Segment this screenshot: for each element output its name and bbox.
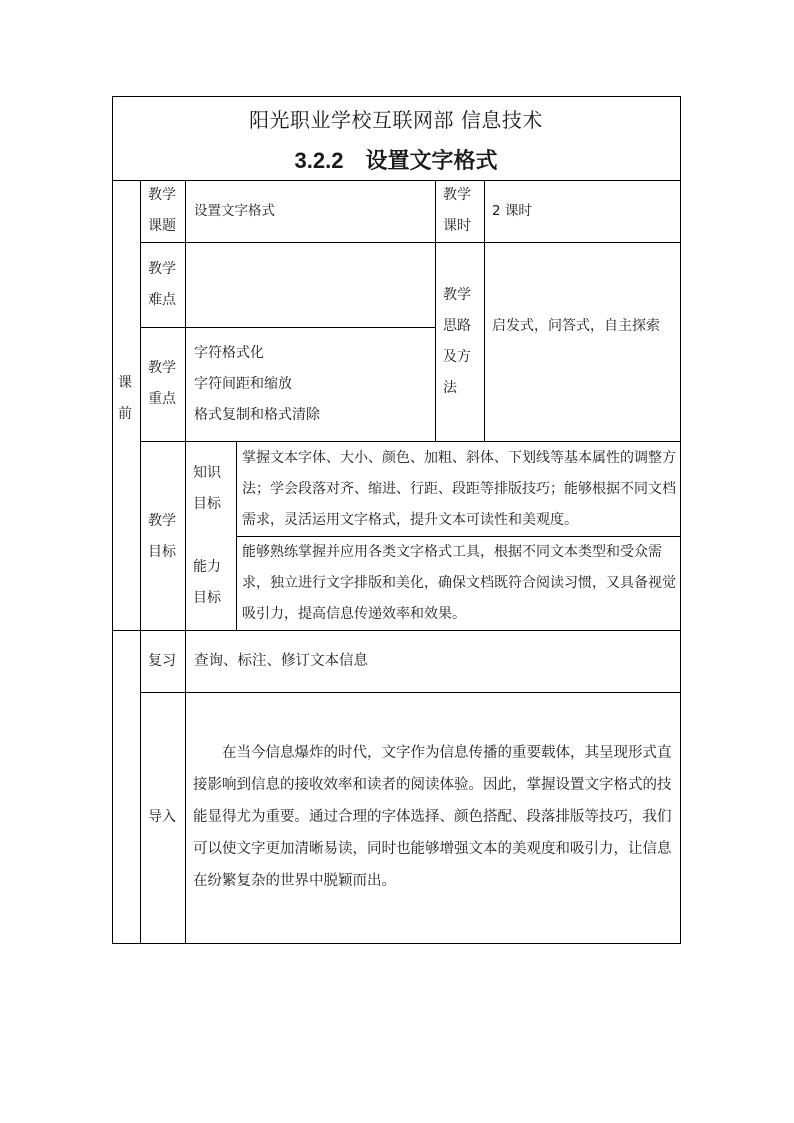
difficulty-label: 教学 难点 xyxy=(148,261,176,308)
hours-value: 2 课时 xyxy=(492,203,532,219)
rule-under-pre-class xyxy=(112,630,681,631)
rule-topic-right xyxy=(435,180,436,442)
table-border-bottom xyxy=(112,943,681,944)
key-point-item: 字符格式化 xyxy=(194,345,264,361)
lesson-title-text: 设置文字格式 xyxy=(365,149,498,174)
table-border-right xyxy=(680,96,681,944)
school-header: 阳光职业学校互联网部 信息技术 xyxy=(249,108,543,132)
key-point-item: 字符间距和缩放 xyxy=(194,376,292,392)
table-border-top xyxy=(112,96,681,97)
lesson-number: 3.2.2 xyxy=(294,148,344,173)
objectives-label: 教学 目标 xyxy=(148,513,176,560)
rule-hours-label-right xyxy=(484,180,485,442)
table-border-left xyxy=(112,96,113,944)
topic-label: 教学 课题 xyxy=(148,187,176,234)
intro-paragraph: 在当今信息爆炸的时代，文字作为信息传播的重要载体，其呈现形式直接影响到信息的接收效率和读者的阅读体验。因此，掌握设置文字格式的技能显得尤为重要。通过合理的字体选择、颜色搭配、段落排版等技巧，我们可以使文字更加清晰易读，同时也能够增强文本的美观度和吸引力，让信息在纷繁复杂的世界中脱颖而出。 xyxy=(193,745,672,889)
key-points-list xyxy=(194,338,320,431)
rule-section-col xyxy=(140,180,141,944)
ability-label: 能力 目标 xyxy=(193,559,221,606)
topic-value: 设置文字格式 xyxy=(194,203,275,219)
rule-under-key-points xyxy=(140,441,681,442)
hours-label: 教学 课时 xyxy=(443,187,471,234)
method-value: 启发式，问答式，自主探索 xyxy=(492,318,660,334)
review-text: 查询、标注、修订文本信息 xyxy=(194,653,368,669)
rule-label-col xyxy=(185,180,186,944)
rule-under-title xyxy=(112,180,681,181)
rule-objective-sub-col xyxy=(236,441,237,631)
key-points-label: 教学 重点 xyxy=(148,360,176,407)
intro-label: 导入 xyxy=(148,809,176,825)
rule-under-topic xyxy=(140,242,681,243)
knowledge-label: 知识 目标 xyxy=(193,465,221,512)
knowledge-objective-text: 掌握文本字体、大小、颜色、加粗、斜体、下划线等基本属性的调整方法；学会段落对齐、缩进、行距、段距等排版技巧；能够根据不同文档需求，灵活运用文字格式，提升文本可读性和美观度。 xyxy=(242,450,676,528)
rule-under-review xyxy=(140,692,681,693)
ability-objective-text: 能够熟练掌握并应用各类文字格式工具，根据不同文本类型和受众需求，独立进行文字排版和美化，确保文档既符合阅读习惯，又具备视觉吸引力，提高信息传递效率和效果。 xyxy=(242,544,676,622)
method-label: 教学 思路 及方 法 xyxy=(443,287,471,396)
review-label: 复习 xyxy=(148,653,176,669)
section-label-pre-class: 课 前 xyxy=(118,375,132,422)
key-point-item: 格式复制和格式清除 xyxy=(194,407,320,423)
lesson-title xyxy=(112,144,680,175)
